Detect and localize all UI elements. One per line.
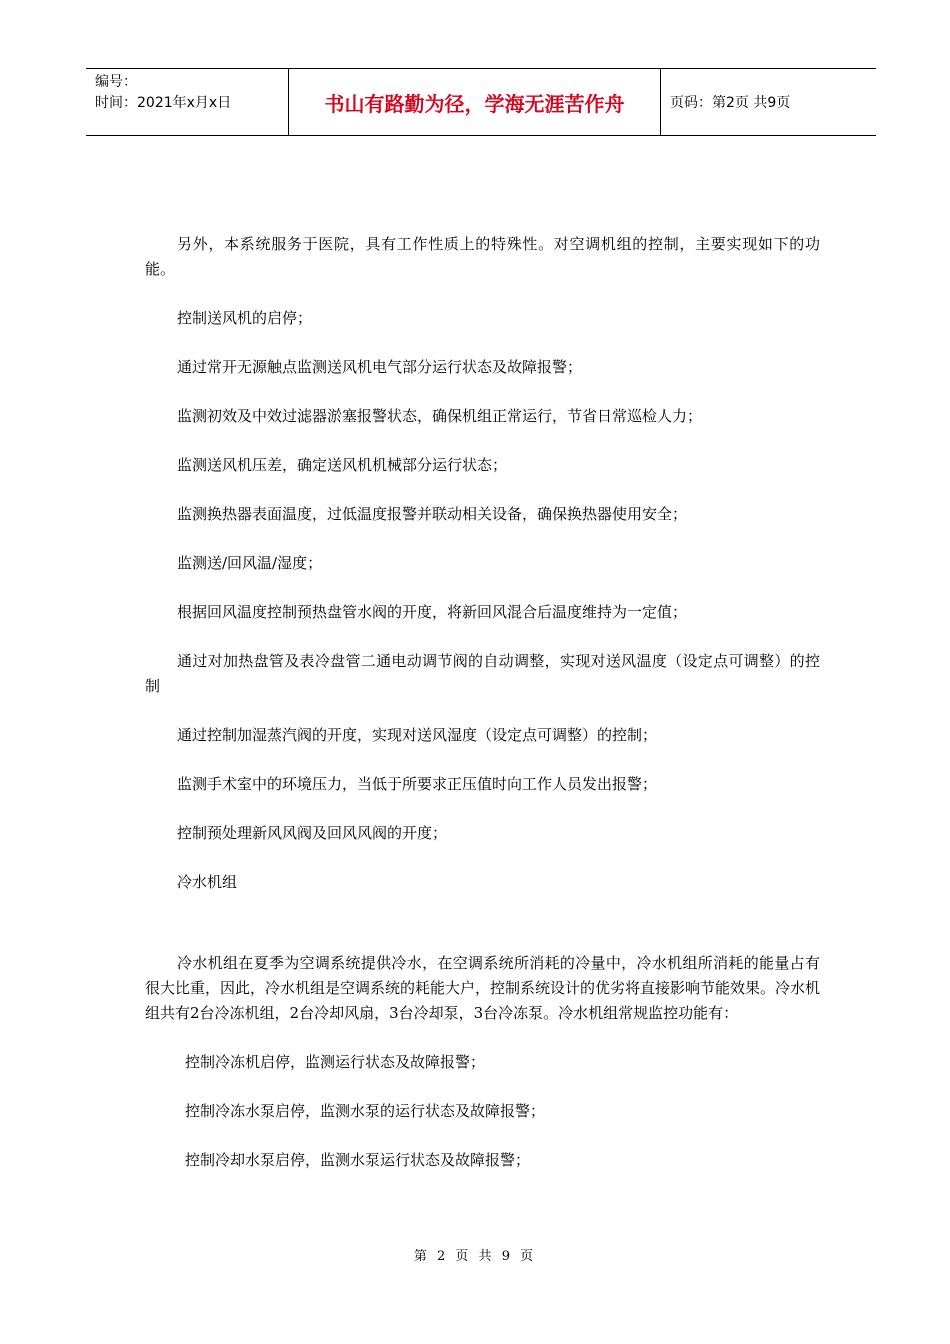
header-motto: 书山有路勤为径，学海无涯苦作舟 (288, 69, 661, 135)
paragraph-item: 监测换热器表面温度，过低温度报警并联动相关设备，确保换热器使用安全； (177, 505, 688, 523)
paragraph-intro: 另外，本系统服务于医院，具有工作性质上的特殊性。对空调机组的控制，主要实现如下的功能。 (145, 235, 820, 278)
page-footer: 第 2 页 共 9 页 (413, 1249, 537, 1264)
paragraph-item: 控制冷冻水泵启停，监测水泵的运行状态及故障报警； (185, 1102, 546, 1120)
header-page-number: 页码：第2页 共9页 (670, 95, 791, 111)
paragraph-item: 控制冷却水泵启停，监测水泵运行状态及故障报警； (185, 1151, 531, 1169)
paragraph-item: 根据回风温度控制预热盘管水阀的开度，将新回风混合后温度维持为一定值； (177, 603, 688, 621)
paragraph-chiller-intro: 冷水机组在夏季为空调系统提供冷水，在空调系统所消耗的冷量中，冷水机组所消耗的能量占有很大比重，因此，冷水机组是空调系统的耗能大户，控制系统设计的优劣将直接影响节能效果。冷水机组共有2台冷冻机组，2台冷却风扇，3台冷却泵，3台冷冻泵。冷水机组常规监控功能有： (145, 954, 821, 1022)
paragraph-item: 控制送风机的启停； (177, 309, 313, 327)
paragraph-item: 控制预处理新风风阀及回风风阀的开度； (177, 824, 448, 842)
page-header (86, 68, 876, 136)
document-date-label: 时间：2021年x月x日 (95, 95, 232, 111)
document-number-label: 编号： (95, 74, 137, 90)
document-body (145, 232, 820, 1173)
paragraph-item: 控制冷冻机启停，监测运行状态及故障报警； (185, 1053, 486, 1071)
section-heading: 冷水机组 (177, 873, 238, 891)
paragraph-item: 通过控制加湿蒸汽阀的开度，实现对送风湿度（设定点可调整）的控制； (177, 726, 658, 744)
paragraph-item: 监测送风机压差，确定送风机机械部分运行状态； (177, 456, 508, 474)
paragraph-item: 通过常开无源触点监测送风机电气部分运行状态及故障报警； (177, 358, 583, 376)
paragraph-item: 监测手术室中的环境压力，当低于所要求正压值时向工作人员发出报警； (177, 775, 658, 793)
paragraph-item: 监测初效及中效过滤器淤塞报警状态，确保机组正常运行，节省日常巡检人力； (177, 407, 703, 425)
header-info (86, 69, 288, 135)
paragraph-item: 监测送/回风温/湿度； (177, 554, 323, 572)
paragraph-item: 通过对加热盘管及表冷盘管二通电动调节阀的自动调整，实现对送风温度（设定点可调整）的控制 (145, 652, 820, 695)
